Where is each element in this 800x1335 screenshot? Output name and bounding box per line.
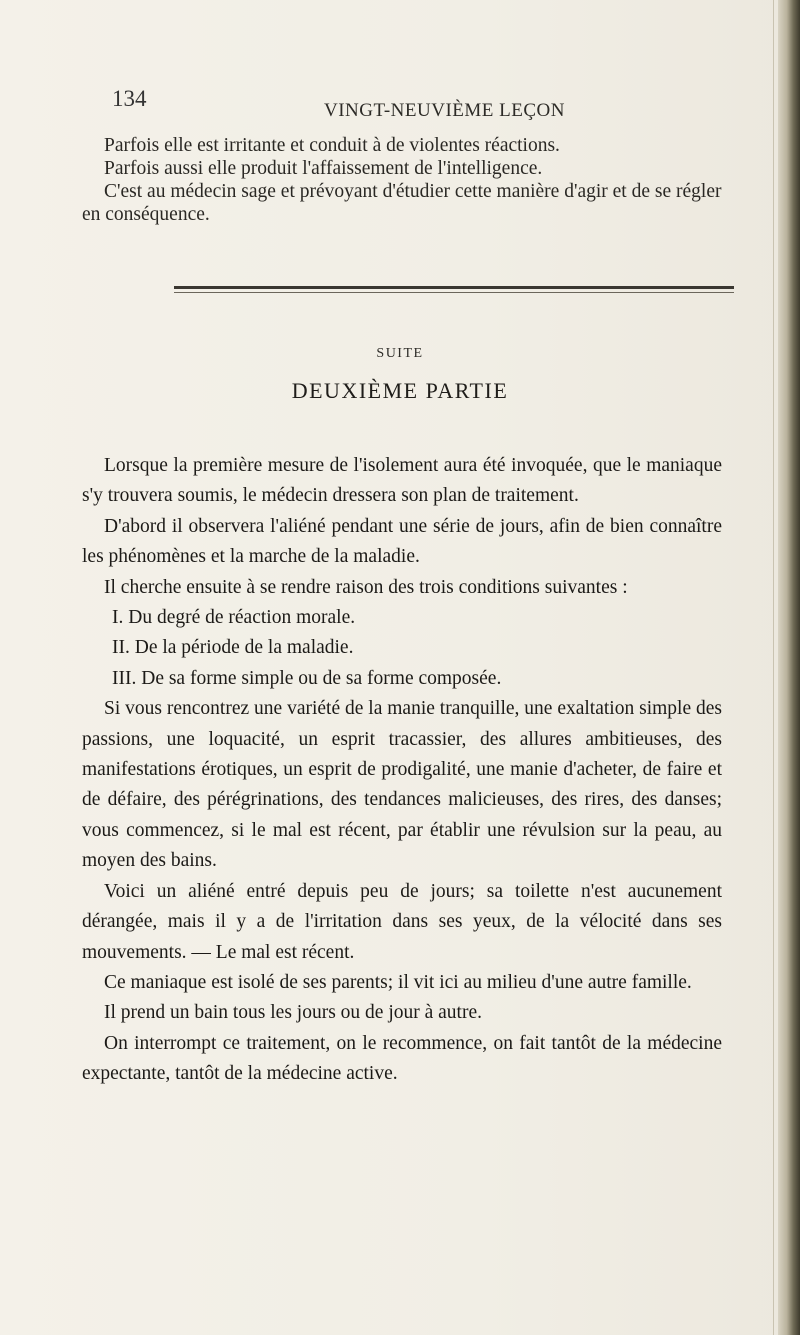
body-paragraph: Il prend un bain tous les jours ou de jour à autre.	[104, 1002, 482, 1024]
body-paragraph: D'abord il observera l'aliéné pendant une série de jours, afin de bien connaître les phénomènes et la marche de la maladie.	[82, 515, 722, 568]
intro-paragraph: Parfois aussi elle produit l'affaissement de l'intelligence.	[104, 158, 543, 179]
section-label: SUITE	[376, 346, 424, 361]
page-number: 134	[112, 86, 147, 111]
page-edge-line	[773, 0, 774, 1335]
condition-item: III. De sa forme simple ou de sa forme composée.	[112, 667, 502, 689]
body-paragraph: Voici un aliéné entré depuis peu de jours; sa toilette n'est aucunement dérangée, mais il y a de l'irritation dans ses yeux, de la vélocité dans ses mouvements. — Le mal est récent.	[82, 880, 722, 963]
condition-item: II. De la période de la maladie.	[112, 637, 354, 659]
intro-paragraph: C'est au médecin sage et prévoyant d'étudier cette manière d'agir et de se régler en conséquence.	[82, 181, 722, 225]
section-rule	[174, 286, 734, 289]
intro-paragraph: Parfois elle est irritante et conduit à de violentes réactions.	[104, 135, 560, 156]
body-paragraph: Il cherche ensuite à se rendre raison des trois conditions suivantes :	[104, 576, 628, 598]
body-paragraph: Si vous rencontrez une variété de la manie tranquille, une exaltation simple des passions, une loquacité, un esprit tracassier, des allures ambitieuses, des manifestations érotiques, un esprit de prodigalité, une manie d'acheter, de faire et de défaire, des pérégrinations, des tendances malicieuses, des rires, des danses; vous commencez, si le mal est récent, par établir une révulsion sur la peau, au moyen des bains.	[82, 698, 722, 872]
body-paragraph: On interrompt ce traitement, on le recommence, on fait tantôt de la médecine expectante, tantôt de la médecine active.	[82, 1032, 722, 1085]
section-title: DEUXIÈME PARTIE	[291, 378, 509, 403]
binding-edge	[778, 0, 800, 1335]
intro-text	[82, 134, 732, 226]
running-head: VINGT-NEUVIÈME LEÇON	[324, 100, 565, 121]
section-rule-thin	[174, 292, 734, 293]
body-paragraph: Ce maniaque est isolé de ses parents; il vit ici au milieu d'une autre famille.	[104, 971, 692, 993]
body-text	[82, 451, 722, 1090]
condition-item: I. Du degré de réaction morale.	[112, 607, 356, 629]
body-paragraph: Lorsque la première mesure de l'isolement aura été invoquée, que le maniaque s'y trouvera soumis, le médecin dressera son plan de traitement.	[82, 455, 722, 507]
